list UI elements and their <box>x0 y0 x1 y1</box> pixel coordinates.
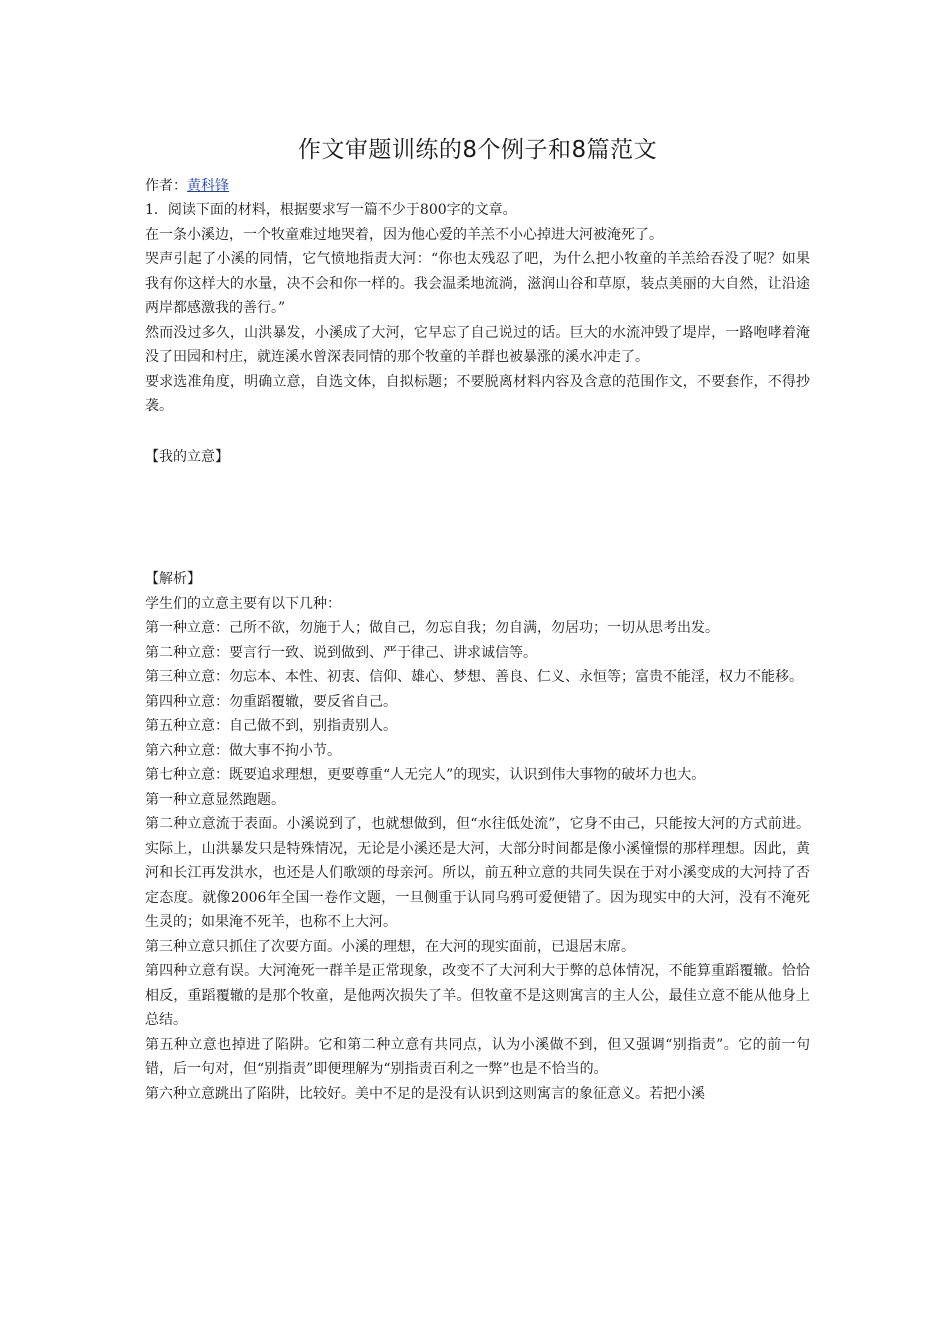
analysis-paragraph: 第六种立意：做大事不拘小节。 <box>145 742 341 759</box>
analysis-paragraph: 第五种立意：自己做不到，别指责别人。 <box>145 718 397 734</box>
analysis-paragraph: 第三种立意只抓住了次要方面。小溪的理想，在大河的现实面前，已退居末席。 <box>145 938 635 955</box>
document-title: 作文审题训练的8个例子和8篇范文 <box>297 137 658 163</box>
author-link[interactable]: 黄科锋 <box>187 178 229 194</box>
analysis-paragraph: 第二种立意流于表面。小溪说到了，也就想做到，但“水往低处流”，它身不由己，只能按大河的方式前进。实际上，山洪暴发只是特殊情况，无论是小溪还是大河，大部分时间都是像小溪憧憬的那样理想。因此，黄河和长江再发洪水，也还是人们歌颂的母亲河。所以，前五种立意的共同失误在于对小溪变成的大河持了否定态度。就像2006年全国一卷作文题，一旦侧重于认同乌鸦可爱便错了。因为现实中的大河，没有不淹死生灵的；如果淹不死羊，也称不上大河。 <box>145 816 810 930</box>
material-paragraph: 在一条小溪边，一个牧童难过地哭着，因为他心爱的羊羔不小心掉进大河被淹死了。 <box>145 226 663 243</box>
analysis-heading: 【解析】 <box>145 571 201 587</box>
material-paragraph: 哭声引起了小溪的同情，它气愤地指责大河：“你也太残忍了吧，为什么把小牧童的羊羔给吞没了呢？如果我有你这样大的水量，决不会和你一样的。我会温柔地流淌，滋润山谷和草原，装点美丽的大自然，让沿途两岸都感激我的善行。” <box>145 251 810 316</box>
document-page <box>145 130 810 1106</box>
analysis-paragraph: 第五种立意也掉进了陷阱。它和第二种立意有共同点，认为小溪做不到，但又强调“别指责”。它的前一句错，后一句对，但“别指责”即便理解为“别指责百利之一弊”也是不恰当的。 <box>145 1036 810 1077</box>
analysis-paragraph: 第七种立意：既要追求理想，更要尊重“人无完人”的现实，认识到伟大事物的破坏力也大。 <box>145 767 706 783</box>
material-paragraph: 然而没过多久，山洪暴发，小溪成了大河，它早忘了自己说过的话。巨大的水流冲毁了堤岸，一路咆哮着淹没了田园和村庄，就连溪水曾深表同情的那个牧童的羊群也被暴涨的溪水冲走了。 <box>145 324 810 365</box>
analysis-paragraph: 第六种立意跳出了陷阱，比较好。美中不足的是没有认识到这则寓言的象征意义。若把小溪 <box>145 1085 705 1102</box>
material-requirement: 要求选准角度，明确立意，自选文体，自拟标题；不要脱离材料内容及含意的范围作文，不要套作，不得抄袭。 <box>145 373 810 414</box>
analysis-paragraph: 第四种立意有误。大河淹死一群羊是正常现象，改变不了大河利大于弊的总体情况，不能算重蹈覆辙。恰恰相反，重蹈覆辙的是那个牧童，是他两次损失了羊。但牧童不是这则寓言的主人公，最佳立意不能从他身上总结。 <box>145 963 810 1028</box>
my-idea-heading: 【我的立意】 <box>145 448 229 465</box>
spacer <box>145 419 810 445</box>
answer-blank-area <box>145 469 810 567</box>
analysis-paragraph: 第一种立意显然跑题。 <box>145 791 285 808</box>
analysis-paragraph: 第一种立意：己所不欲，勿施于人；做自己，勿忘自我；勿自满，勿居功；一切从思考出发。 <box>145 620 719 636</box>
analysis-paragraph: 第四种立意：勿重蹈覆辙，要反省自己。 <box>145 693 397 710</box>
analysis-paragraph: 第二种立意：要言行一致、说到做到、严于律己、讲求诚信等。 <box>145 644 537 661</box>
author-label: 作者： <box>145 178 187 194</box>
author-line <box>145 174 810 198</box>
analysis-paragraph: 第三种立意：勿忘本、本性、初衷、信仰、雄心、梦想、善良、仁义、永恒等；富贵不能淫，权力不能移。 <box>145 669 803 685</box>
analysis-paragraph: 学生们的立意主要有以下几种： <box>145 595 341 612</box>
material-instruction: 1．阅读下面的材料，根据要求写一篇不少于800字的文章。 <box>145 202 517 218</box>
